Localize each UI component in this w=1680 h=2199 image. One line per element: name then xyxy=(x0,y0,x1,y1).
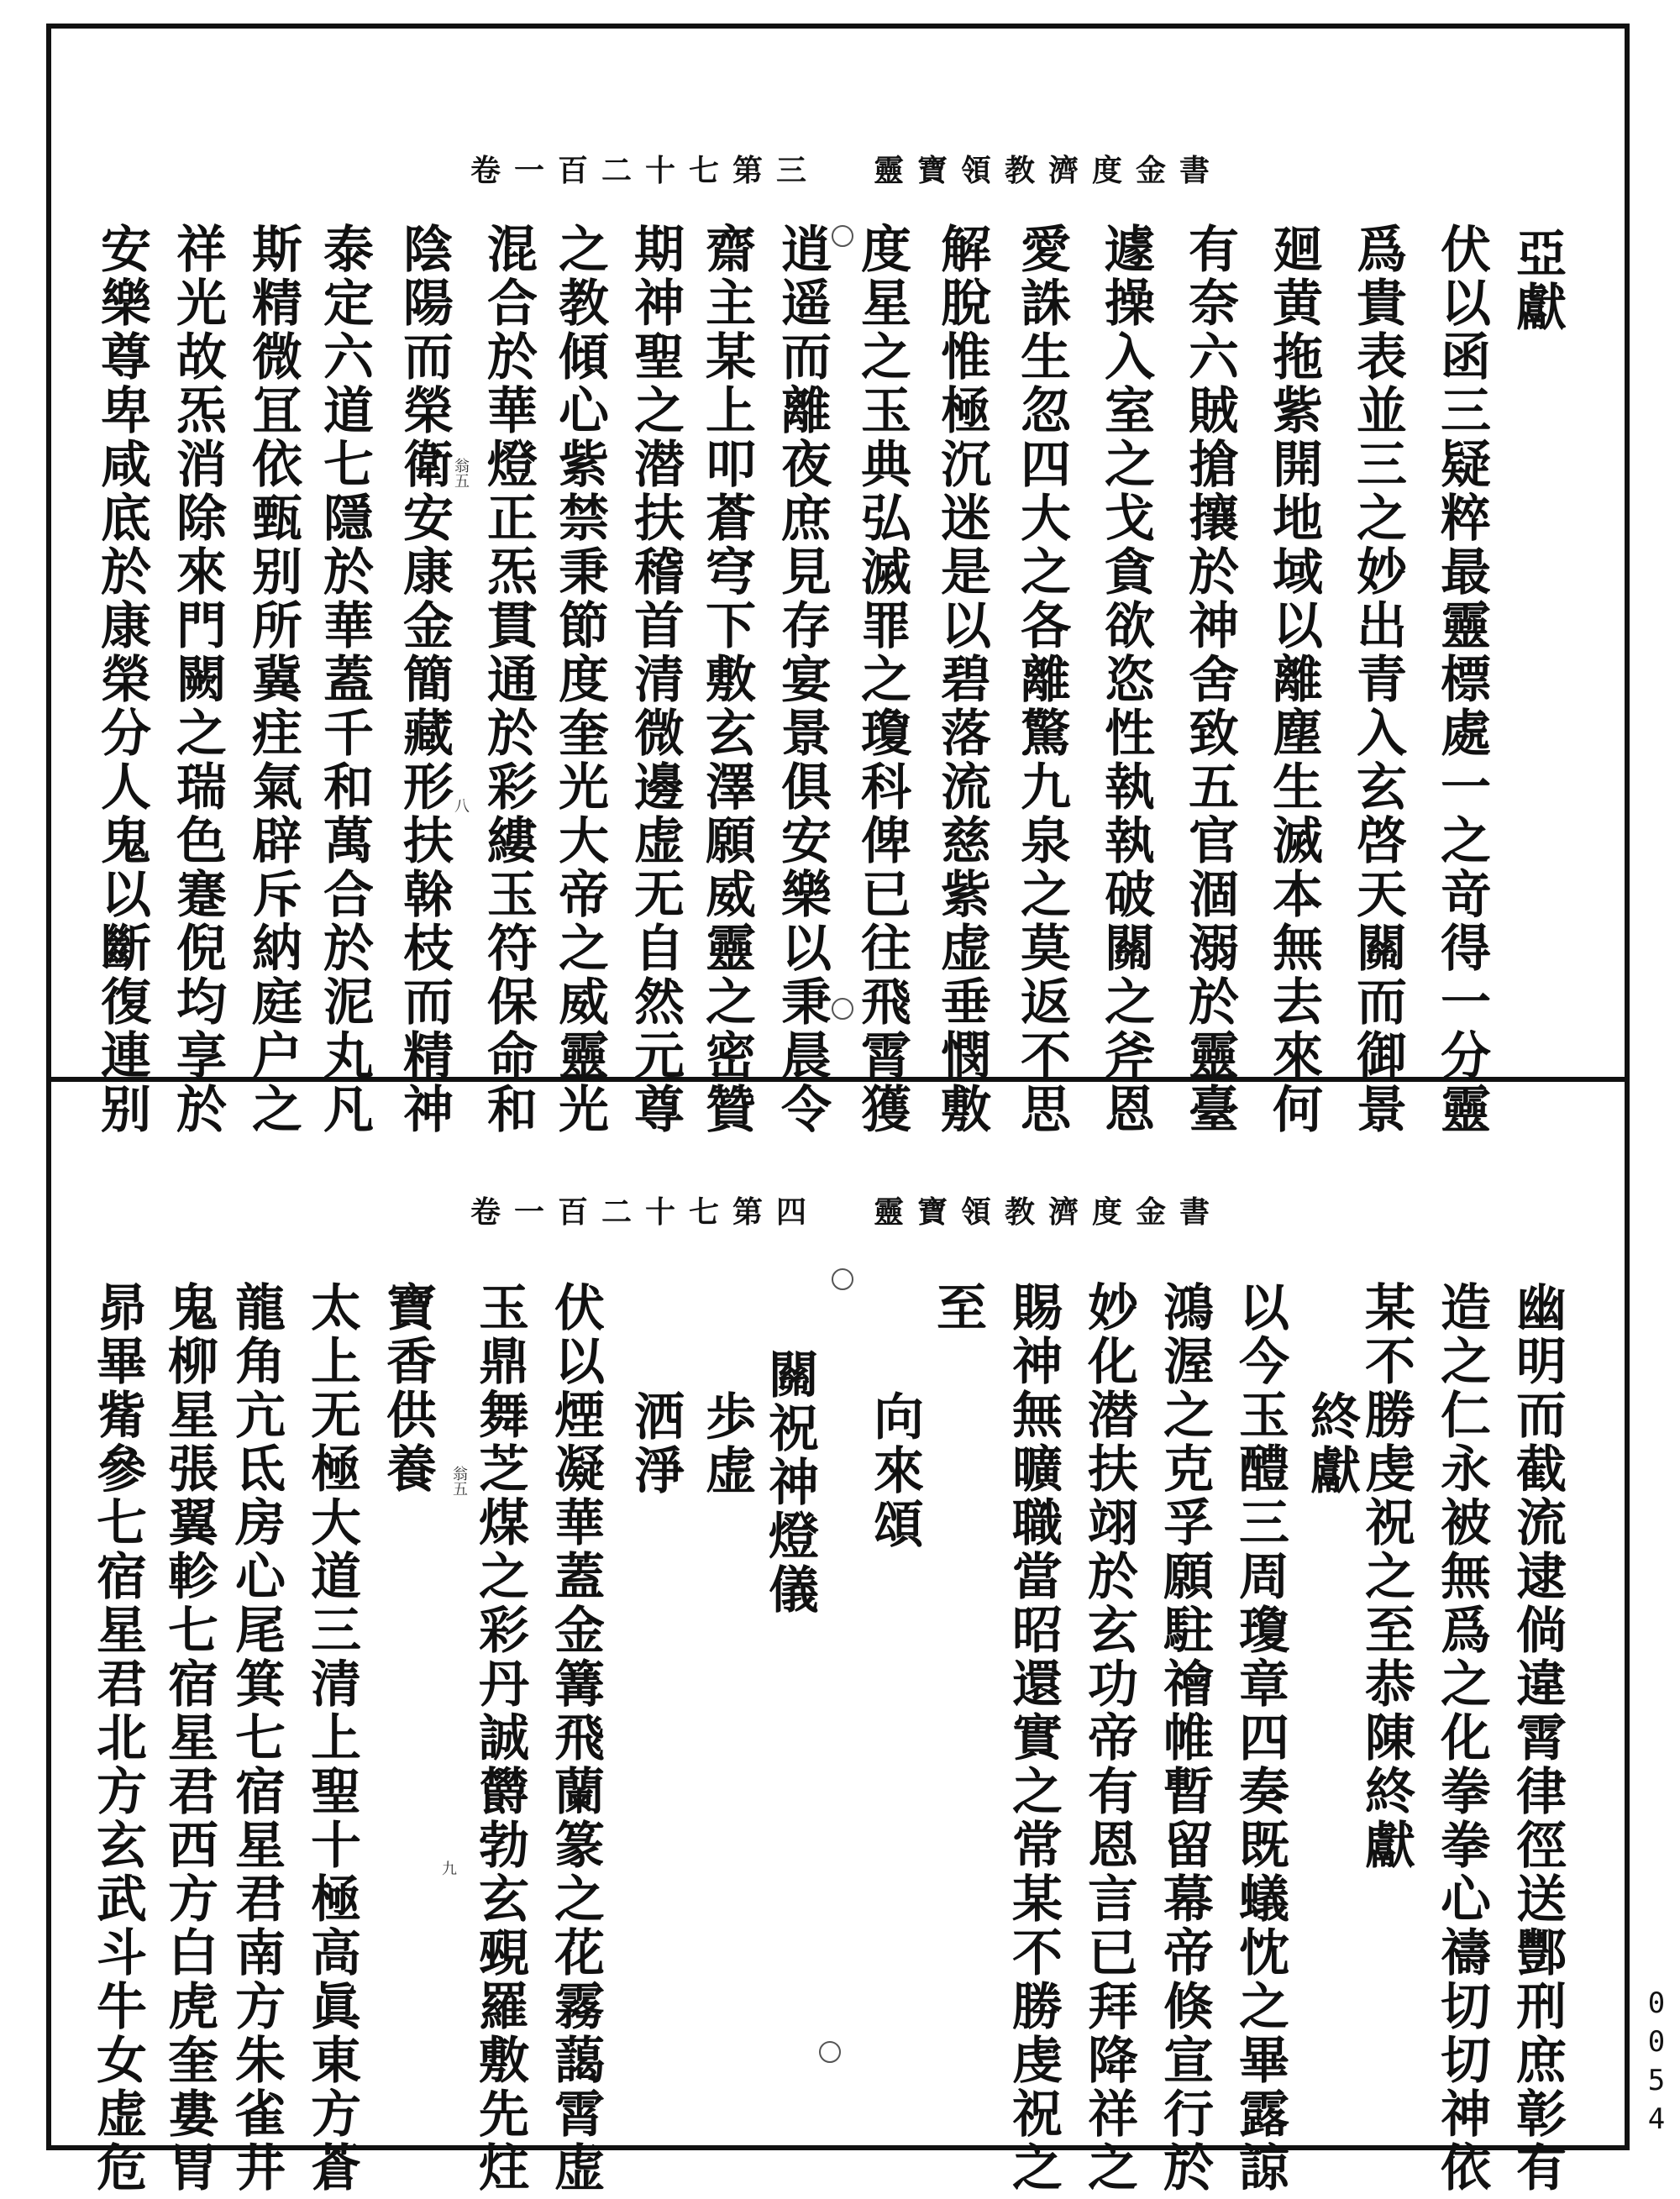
bottom-column-1: 幽明而截流逮倘違霄律徑送酆刑庶彰有 xyxy=(1508,1281,1567,2195)
bottom-column-15: 玉鼎舞芝煤之彩丹誠欝勃玄覡羅敷先炷 xyxy=(470,1281,529,2195)
bottom-column-17: 太上无極大道三清上聖十極高眞東方蒼 xyxy=(302,1281,361,2195)
bottom-column-16: 寶香供養 xyxy=(378,1281,437,1496)
bottom-column-5: 以今玉醴三周瓊章四奏既蟻忱之畢露諒 xyxy=(1231,1281,1289,2195)
top-column-15: 泰定六道七隱於華蓋千和萬合於泥丸凡 xyxy=(315,223,374,1136)
top-column-3: 廻黄拖紫開地域以離塵生滅本無去來何 xyxy=(1264,223,1323,1136)
bottom-heading-purification: 洒淨 xyxy=(626,1390,685,1498)
top-header-volume: 卷一百二十七第三 xyxy=(470,153,821,188)
top-column-6: 愛誅生忽四大之各離驚九泉之莫返不思 xyxy=(1012,223,1071,1136)
top-column-12: 之教傾心紫禁秉節度奎光大帝之威靈光 xyxy=(550,223,609,1136)
bottom-header-volume: 卷一百二十七第四 xyxy=(470,1194,821,1230)
bottom-punch-circle-1 xyxy=(832,1268,853,1290)
bottom-margin-note-2: 九 xyxy=(439,1860,457,1876)
top-column-16: 斯精微冝依甄别所冀疰氣辟斥納庭户之 xyxy=(244,223,302,1136)
top-column-18: 安樂尊卑咸底於康榮分人鬼以斷復連别 xyxy=(92,223,151,1136)
bottom-column-19: 鬼柳星張翼軫七宿星君西方白虎奎婁胃 xyxy=(160,1281,218,2195)
top-column-8: 度星之玉典弘滅罪之瓊科俾已往飛霄獲 xyxy=(853,223,911,1136)
bottom-column-8: 賜神無曠職當昭還實之常某不勝虔祝之 xyxy=(1004,1281,1063,2195)
bottom-column-18: 龍角亢氐房心尾箕七宿星君南方朱雀井 xyxy=(227,1281,286,2195)
bottom-column-6: 鴻渥之克孚願駐禬帷暫留幕帝倏宣行於 xyxy=(1155,1281,1214,2195)
bottom-header-title: 靈寶領教濟度金書 xyxy=(874,1194,1224,1230)
bottom-heading-lamp-rite: 關祝神燈儀 xyxy=(760,1348,819,1617)
bottom-column-7: 妙化潜扶翊於玄功帝有恩言已拜降祥之 xyxy=(1079,1281,1138,2195)
top-header-title: 靈寶領教濟度金書 xyxy=(874,153,1224,188)
top-column-1: 伏以函三疑粹最靈標處一之竒得一分靈 xyxy=(1432,223,1491,1136)
bottom-column-9: 至 xyxy=(928,1281,987,1335)
top-column-17: 祥光故炁消除來門闕之瑞色蹇倪均享於 xyxy=(168,223,227,1136)
top-margin-note-2: 八 xyxy=(452,798,470,813)
top-column-10: 齋主某上叩蒼穹下敷玄澤願威靈之密贊 xyxy=(697,223,756,1136)
bottom-heading-hymn: 向來頌 xyxy=(865,1390,924,1551)
top-column-11: 期神聖之潜扶稽首清微邊虚无自然元尊 xyxy=(626,223,685,1136)
top-column-5: 遽操入室之戈貪欲恣性執執破關之斧恩 xyxy=(1096,223,1155,1136)
top-punch-circle-1 xyxy=(832,225,853,247)
top-margin-note-1: 翁五 xyxy=(452,458,470,488)
bottom-margin-note-1: 翁五 xyxy=(450,1466,468,1496)
top-column-4: 有奈六賊搶攘於神舍致五官涸溺於靈臺 xyxy=(1180,223,1239,1136)
top-column-7: 解脫惟極沉迷是以碧落流慈紫虚垂憫敷 xyxy=(932,223,991,1136)
top-column-2: 爲貴表並三之妙出青入玄啓天關而御景 xyxy=(1348,223,1407,1136)
bottom-column-3: 某不勝虔祝之至恭陳終獻 xyxy=(1357,1281,1415,1872)
top-column-9: 逍遥而離夜庶見存宴景俱安樂以秉晨令 xyxy=(773,223,832,1136)
bottom-heading-pacing-void: 歩虚 xyxy=(697,1390,756,1498)
bottom-column-20: 昴畢觜參七宿星君北方玄武斗牛女虚危 xyxy=(88,1281,147,2195)
bottom-column-14: 伏以煙凝華蓋金篝飛蘭篆之花霧藹霄虚 xyxy=(546,1281,605,2195)
bottom-punch-circle-2 xyxy=(819,2041,841,2063)
bottom-section-heading-final-offering: 終獻 xyxy=(1302,1390,1361,1498)
bottom-column-2: 造之仁永被無爲之化拳拳心禱切切神依 xyxy=(1432,1281,1491,2195)
top-column-13: 混合於華燈正炁貫通於彩縷玉符保命和 xyxy=(479,223,538,1136)
top-column-14: 陰陽而榮衛安康金簡藏形扶榦枝而精神 xyxy=(395,223,454,1136)
top-punch-circle-2 xyxy=(832,998,853,1020)
top-section-heading: 亞獻 xyxy=(1508,227,1567,334)
page-number: 0054 xyxy=(1640,1986,1673,2141)
